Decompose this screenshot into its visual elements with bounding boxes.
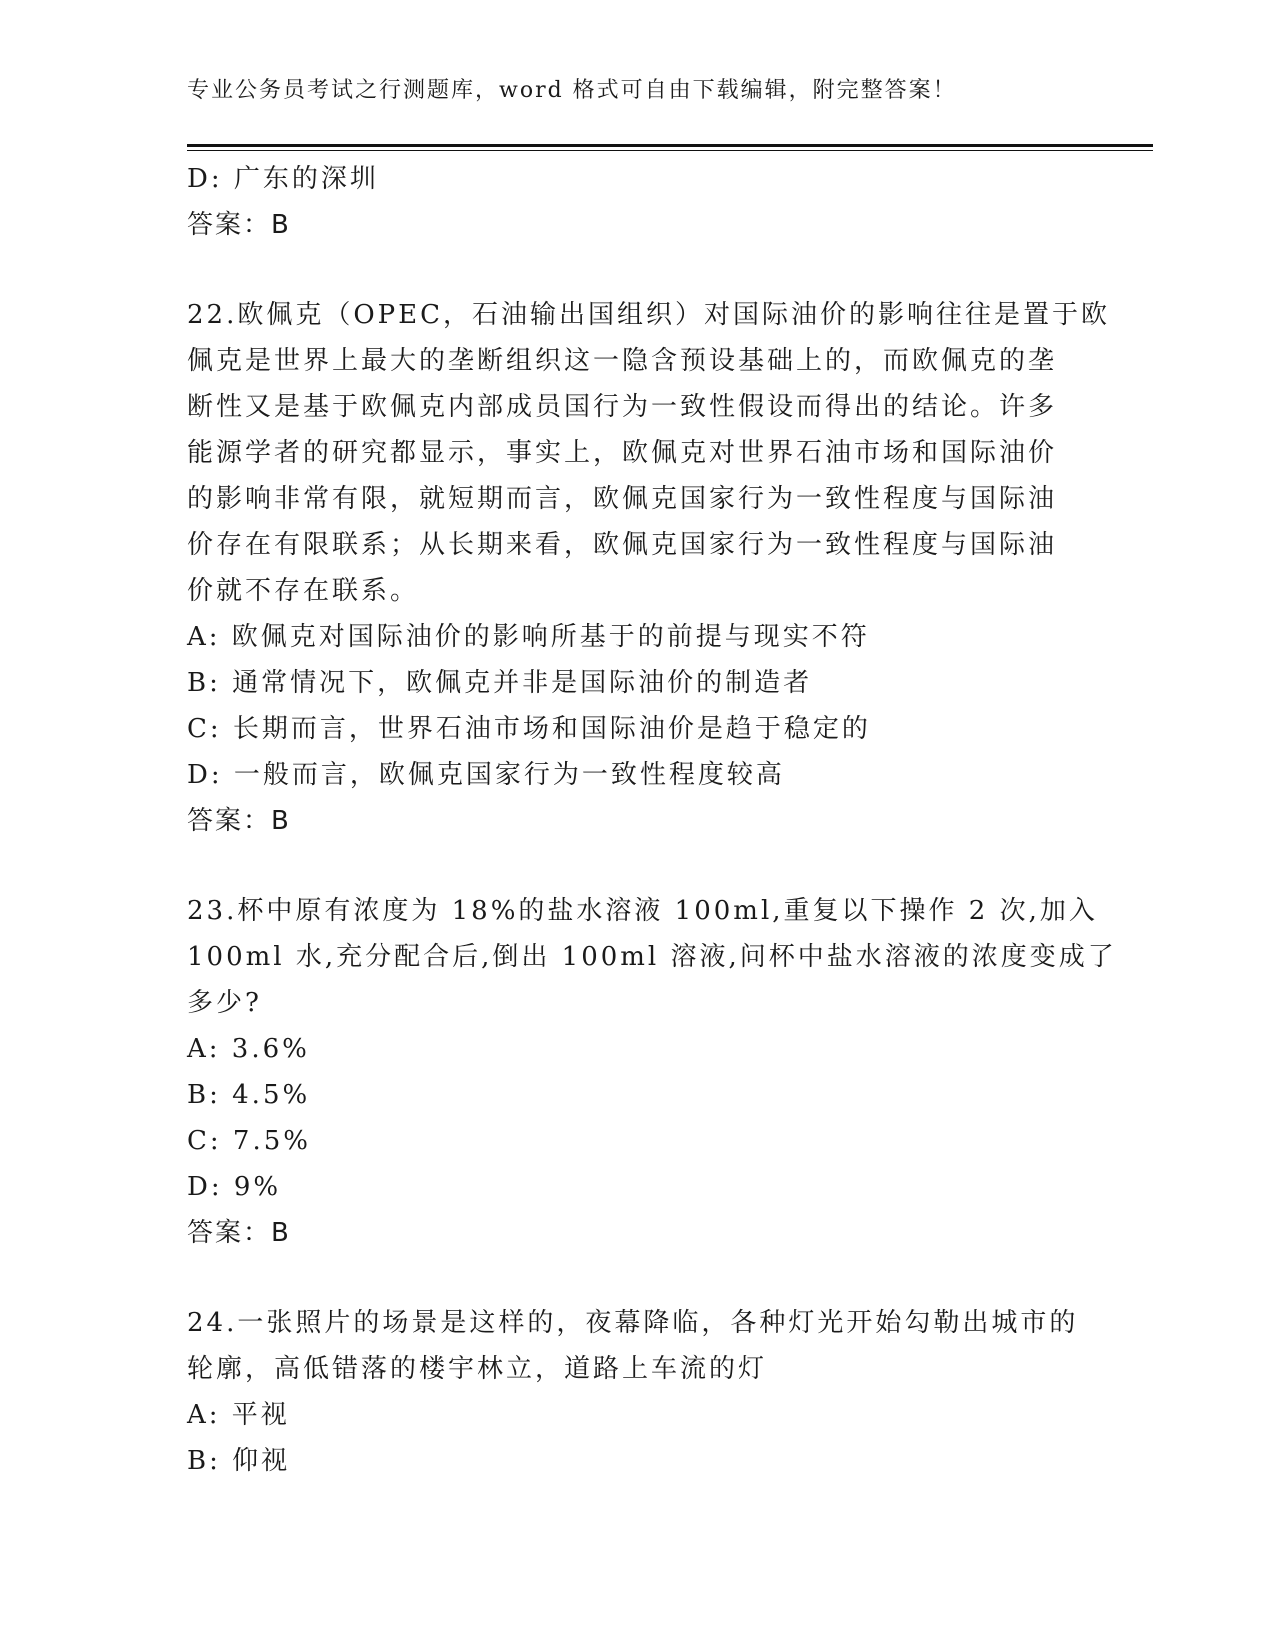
q22-answer: 答案：B bbox=[187, 806, 291, 836]
prev-option-d: D: 广东的深圳 bbox=[187, 164, 379, 194]
q22-option-c: C: 长期而言，世界石油市场和国际油价是趋于稳定的 bbox=[187, 714, 871, 744]
q23-answer: 答案：B bbox=[187, 1218, 291, 1248]
prev-answer: 答案：B bbox=[187, 210, 291, 240]
page-header: 专业公务员考试之行测题库，word 格式可自由下载编辑，附完整答案！ bbox=[187, 78, 957, 103]
q23-option-c: C: 7.5% bbox=[187, 1126, 311, 1156]
q22-option-d: D: 一般而言，欧佩克国家行为一致性程度较高 bbox=[187, 760, 785, 790]
q24-option-a: A: 平视 bbox=[187, 1400, 290, 1430]
q22-stem-line: 价存在有限联系；从长期来看，欧佩克国家行为一致性程度与国际油 bbox=[187, 530, 1058, 560]
header-rule-thick bbox=[187, 144, 1153, 147]
q23-option-b: B: 4.5% bbox=[187, 1080, 311, 1110]
q23-option-a: A: 3.6% bbox=[187, 1034, 310, 1064]
q24-stem-line: 轮廓，高低错落的楼宇林立，道路上车流的灯 bbox=[187, 1354, 768, 1384]
question-24-stem bbox=[187, 1300, 1087, 1392]
q23-option-d: D: 9% bbox=[187, 1172, 282, 1202]
question-23-stem bbox=[187, 888, 1117, 1026]
document-body bbox=[187, 156, 1117, 1484]
q22-stem-line: 断性又是基于欧佩克内部成员国行为一致性假设而得出的结论。许多 bbox=[187, 392, 1058, 422]
q22-stem-line: 佩克是世界上最大的垄断组织这一隐含预设基础上的，而欧佩克的垄 bbox=[187, 346, 1058, 376]
q24-option-b: B: 仰视 bbox=[187, 1446, 291, 1476]
q22-option-a: A: 欧佩克对国际油价的影响所基于的前提与现实不符 bbox=[187, 622, 870, 652]
q22-stem-line: 价就不存在联系。 bbox=[187, 576, 420, 606]
q22-stem-line: 能源学者的研究都显示，事实上，欧佩克对世界石油市场和国际油价 bbox=[187, 438, 1058, 468]
q23-stem-line: 100ml 水,充分配合后,倒出 100ml 溶液,问杯中盐水溶液的浓度变成了 bbox=[187, 942, 1117, 972]
q23-stem-line: 多少? bbox=[187, 988, 262, 1018]
q23-stem-line: 23.杯中原有浓度为 18%的盐水溶液 100ml,重复以下操作 2 次,加入 bbox=[187, 896, 1098, 926]
q22-stem-line: 的影响非常有限，就短期而言，欧佩克国家行为一致性程度与国际油 bbox=[187, 484, 1058, 514]
question-22-stem bbox=[187, 292, 1111, 614]
header-rule-thin bbox=[187, 150, 1153, 151]
q22-stem-line: 22.欧佩克（OPEC，石油输出国组织）对国际油价的影响往往是置于欧 bbox=[187, 300, 1111, 330]
q22-option-b: B: 通常情况下，欧佩克并非是国际油价的制造者 bbox=[187, 668, 813, 698]
q24-stem-line: 24.一张照片的场景是这样的，夜幕降临，各种灯光开始勾勒出城市的 bbox=[187, 1308, 1079, 1338]
